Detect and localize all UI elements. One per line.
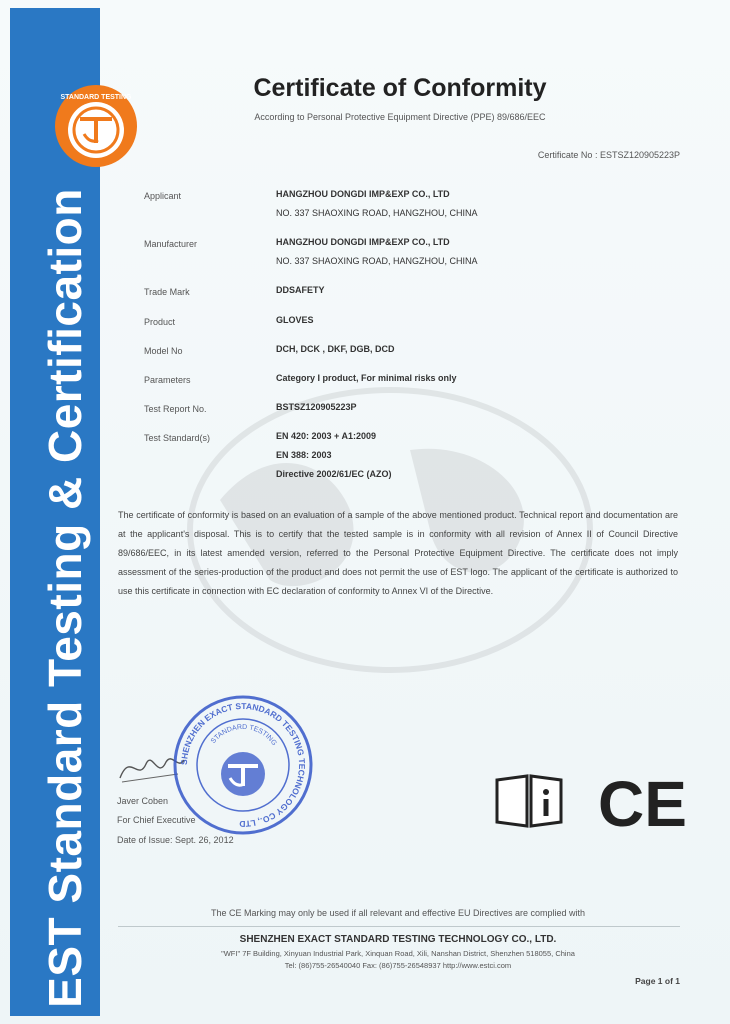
signatory-title: For Chief Executive	[117, 815, 196, 825]
sidebar-brand-text: EST Standard Testing & Certification	[39, 188, 91, 1008]
instructions-book-icon	[494, 772, 564, 830]
page-number: Page 1 of 1	[635, 976, 680, 986]
certificate-number: Certificate No : ESTSZ120905223P	[537, 150, 680, 160]
field-label-manufacturer: Manufacturer	[144, 239, 198, 249]
field-label-test-standards: Test Standard(s)	[144, 433, 211, 443]
field-value-test-report: BSTSZ120905223P	[276, 402, 357, 412]
certificate-body-text: The certificate of conformity is based on an evaluation of a sample of the above mentioned product. Technical report and documentation are at the applicant's disposal. This is to certify that the tested sample is in conformity with all revision of Annex II of Council Directive 89/686/EEC, in its latest amended version, referred to the Personal Protective Equipment Directive. The certificate does not imply assessment of the series-production of the product and does not permit the use of EST logo. The applicant of the certificate is authorized to use this certificate in connection with EC declaration of conformity to Annex VI of the Directive.	[118, 510, 678, 596]
est-logo-icon	[54, 84, 138, 168]
field-value-test-standard-1: EN 420: 2003 + A1:2009	[276, 431, 376, 441]
field-label-test-report: Test Report No.	[144, 404, 207, 414]
field-value-model-no: DCH, DCK , DKF, DGB, DCD	[276, 344, 395, 354]
field-value-manufacturer-address: NO. 337 SHAOXING ROAD, HANGZHOU, CHINA	[276, 256, 478, 266]
footer-divider	[118, 926, 680, 927]
field-label-product: Product	[144, 317, 176, 327]
field-value-test-standard-2: EN 388: 2003	[276, 450, 332, 460]
logo-text: STANDARD TESTING	[60, 94, 132, 101]
field-label-parameters: Parameters	[144, 375, 191, 385]
company-stamp	[172, 694, 314, 836]
field-value-manufacturer: HANGZHOU DONGDI IMP&EXP CO., LTD	[276, 237, 450, 247]
field-value-trade-mark: DDSAFETY	[276, 285, 325, 295]
signatory-name: Javer Coben	[117, 796, 169, 806]
issuer-contact: Tel: (86)755-26540040 Fax: (86)755-26548937 http://www.estci.com	[284, 961, 512, 970]
issuer-company-name: SHENZHEN EXACT STANDARD TESTING TECHNOLOGY CO., LTD.	[239, 934, 557, 945]
certificate-title: Certificate of Conformity	[253, 74, 547, 102]
field-label-trade-mark: Trade Mark	[144, 287, 190, 297]
date-of-issue: Date of Issue: Sept. 26, 2012	[117, 835, 234, 845]
field-value-test-standard-3: Directive 2002/61/EC (AZO)	[276, 469, 392, 479]
svg-text:STANDARD TESTING	[210, 724, 278, 747]
field-label-model-no: Model No	[144, 346, 183, 356]
ce-marking-note: The CE Marking may only be used if all relevant and effective EU Directives are complied with	[210, 908, 585, 918]
stamp-inner-text: STANDARD TESTING	[209, 723, 278, 748]
certificate-subtitle: According to Personal Protective Equipment Directive (PPE) 89/686/EEC	[254, 112, 546, 122]
field-label-applicant: Applicant	[144, 191, 182, 201]
field-value-applicant-address: NO. 337 SHAOXING ROAD, HANGZHOU, CHINA	[276, 208, 478, 218]
ce-mark-text: CE	[598, 770, 687, 832]
ce-mark-icon	[598, 770, 688, 832]
field-value-parameters: Category I product, For minimal risks only	[276, 373, 457, 383]
field-value-applicant: HANGZHOU DONGDI IMP&EXP CO., LTD	[276, 189, 450, 199]
field-value-product: GLOVES	[276, 315, 314, 325]
issuer-address: "WFI" 7F Building, Xinyuan Industrial Park, Xinquan Road, Xili, Nanshan District, Shenzhen 518055, China	[221, 949, 575, 958]
stamp-outer-text: SHENZHEN EXACT STANDARD TESTING TECHNOLOGY CO., LTD	[178, 700, 308, 830]
